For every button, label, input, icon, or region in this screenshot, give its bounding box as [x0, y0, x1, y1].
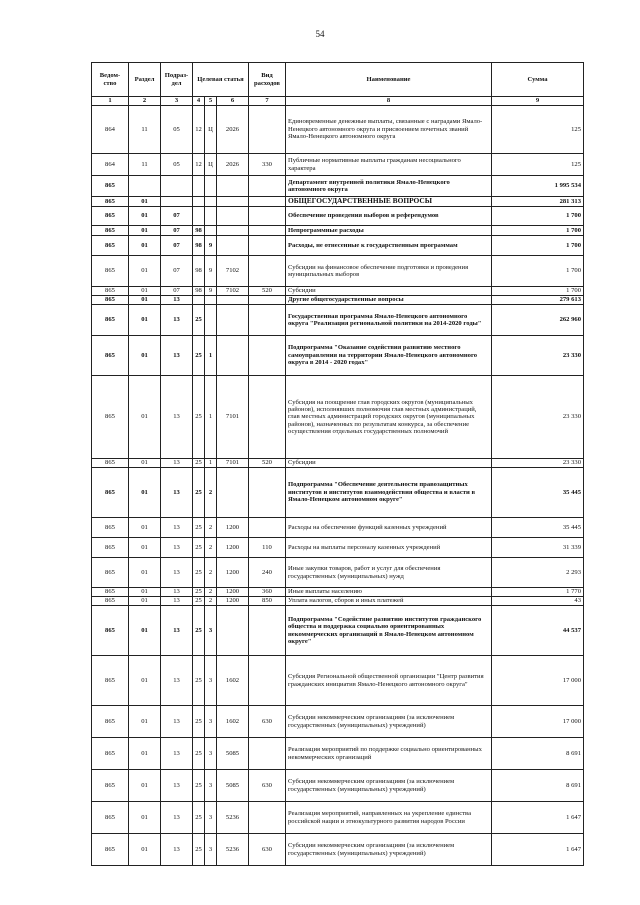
cell-name: Расходы, не отнесенные к государственным программам — [286, 236, 492, 256]
cell-podrazdel: 13 — [161, 518, 193, 538]
table-row — [92, 706, 584, 738]
cell-target-code: 2026 — [217, 154, 249, 176]
table-row — [92, 770, 584, 802]
cell-target-subprogram — [205, 197, 217, 207]
cell-sum: 2 293 — [492, 558, 584, 588]
cell-vedomstvo: 865 — [92, 296, 129, 305]
cell-sum: 35 445 — [492, 518, 584, 538]
cell-sum: 1 700 — [492, 226, 584, 236]
cell-vid-rashodov: 520 — [249, 287, 286, 296]
table-row — [92, 305, 584, 336]
cell-sum: 262 960 — [492, 305, 584, 336]
cell-vid-rashodov: 630 — [249, 706, 286, 738]
cell-razdel: 01 — [129, 706, 161, 738]
cell-name: Субсидии — [286, 459, 492, 468]
cell-vedomstvo: 865 — [92, 656, 129, 706]
cell-target-subprogram: 1 — [205, 459, 217, 468]
cell-vedomstvo: 865 — [92, 336, 129, 376]
cell-target-code: 2026 — [217, 106, 249, 154]
table-row — [92, 597, 584, 606]
cell-podrazdel: 13 — [161, 538, 193, 558]
cell-vid-rashodov: 520 — [249, 459, 286, 468]
table-row — [92, 226, 584, 236]
cell-podrazdel: 13 — [161, 770, 193, 802]
cell-sum: 1 770 — [492, 588, 584, 597]
cell-target-code: 1200 — [217, 588, 249, 597]
col-number: 8 — [286, 97, 492, 106]
cell-target-code — [217, 207, 249, 226]
cell-target-code: 7101 — [217, 376, 249, 459]
cell-target-code — [217, 197, 249, 207]
cell-vedomstvo: 865 — [92, 518, 129, 538]
column-number-row — [92, 97, 584, 106]
cell-vedomstvo: 865 — [92, 597, 129, 606]
cell-target-subprogram: Ц — [205, 154, 217, 176]
header-razdel: Раздел — [129, 63, 161, 97]
cell-name: Государственная программа Ямало-Ненецкого автономного округа "Реализация региональной политики на 2014-2020 годы" — [286, 305, 492, 336]
cell-podrazdel: 13 — [161, 597, 193, 606]
cell-podrazdel: 07 — [161, 207, 193, 226]
cell-podrazdel: 07 — [161, 226, 193, 236]
cell-target-program — [193, 176, 205, 197]
cell-podrazdel: 13 — [161, 376, 193, 459]
cell-vid-rashodov — [249, 802, 286, 834]
cell-target-program: 25 — [193, 588, 205, 597]
cell-sum: 23 330 — [492, 459, 584, 468]
cell-sum: 1 647 — [492, 834, 584, 866]
cell-vedomstvo: 865 — [92, 588, 129, 597]
cell-target-program: 25 — [193, 606, 205, 656]
cell-target-program: 98 — [193, 236, 205, 256]
cell-target-subprogram: 2 — [205, 518, 217, 538]
cell-name: Подпрограмма "Оказание содействия развитию местного самоуправления на территории Ямало-Ненецкого автономного округа в 2014 - 2020 годах" — [286, 336, 492, 376]
cell-sum: 8 691 — [492, 770, 584, 802]
table-row — [92, 558, 584, 588]
cell-razdel: 01 — [129, 588, 161, 597]
cell-razdel: 01 — [129, 336, 161, 376]
cell-podrazdel: 13 — [161, 606, 193, 656]
cell-razdel: 01 — [129, 468, 161, 518]
cell-sum: 281 313 — [492, 197, 584, 207]
cell-target-subprogram: 2 — [205, 468, 217, 518]
cell-name: Реализация мероприятий, направленных на укрепление единства российской нации и этнокультурного развития народов России — [286, 802, 492, 834]
cell-name: Субсидии некоммерческим организациям (за исключением государственных (муниципальных) учреждений) — [286, 834, 492, 866]
cell-sum: 44 537 — [492, 606, 584, 656]
cell-sum: 279 613 — [492, 296, 584, 305]
cell-razdel: 01 — [129, 538, 161, 558]
cell-vid-rashodov: 330 — [249, 154, 286, 176]
cell-name: Субсидии некоммерческим организациям (за исключением государственных (муниципальных) учреждений) — [286, 770, 492, 802]
cell-target-subprogram — [205, 207, 217, 226]
cell-target-subprogram: 3 — [205, 606, 217, 656]
cell-vid-rashodov: 630 — [249, 834, 286, 866]
cell-target-subprogram: 2 — [205, 538, 217, 558]
table-row — [92, 376, 584, 459]
cell-sum: 1 995 534 — [492, 176, 584, 197]
col-number: 9 — [492, 97, 584, 106]
cell-target-code: 1200 — [217, 518, 249, 538]
cell-vedomstvo: 865 — [92, 558, 129, 588]
cell-target-program: 25 — [193, 706, 205, 738]
cell-target-subprogram: 2 — [205, 558, 217, 588]
cell-razdel: 01 — [129, 296, 161, 305]
cell-razdel: 11 — [129, 106, 161, 154]
cell-target-code — [217, 468, 249, 518]
cell-target-program — [193, 207, 205, 226]
col-number: 6 — [217, 97, 249, 106]
cell-vid-rashodov: 360 — [249, 588, 286, 597]
cell-target-subprogram: 2 — [205, 588, 217, 597]
cell-target-subprogram — [205, 305, 217, 336]
cell-name: Субсидия Региональной общественной организации "Центр развития гражданских инициатив Ямало-Ненецкого автономного округа" — [286, 656, 492, 706]
cell-razdel: 01 — [129, 207, 161, 226]
cell-target-code: 5236 — [217, 802, 249, 834]
cell-target-subprogram — [205, 176, 217, 197]
table-row — [92, 656, 584, 706]
cell-target-program: 25 — [193, 538, 205, 558]
cell-target-subprogram: 9 — [205, 236, 217, 256]
cell-target-subprogram — [205, 296, 217, 305]
cell-target-code: 1602 — [217, 706, 249, 738]
cell-target-subprogram: 1 — [205, 336, 217, 376]
cell-name: Субсидии некоммерческим организациям (за исключением государственных (муниципальных) учреждений) — [286, 706, 492, 738]
cell-vedomstvo: 865 — [92, 176, 129, 197]
cell-target-subprogram: 3 — [205, 802, 217, 834]
cell-target-program: 25 — [193, 738, 205, 770]
header-sum: Сумма — [492, 63, 584, 97]
cell-podrazdel: 07 — [161, 287, 193, 296]
cell-target-code — [217, 296, 249, 305]
cell-vedomstvo: 864 — [92, 154, 129, 176]
table-row — [92, 336, 584, 376]
cell-razdel: 01 — [129, 197, 161, 207]
cell-target-program: 25 — [193, 834, 205, 866]
cell-razdel: 01 — [129, 802, 161, 834]
cell-sum: 17 000 — [492, 656, 584, 706]
cell-name: Непрограммные расходы — [286, 226, 492, 236]
cell-target-program: 25 — [193, 656, 205, 706]
cell-vid-rashodov — [249, 518, 286, 538]
cell-podrazdel: 07 — [161, 256, 193, 287]
cell-vid-rashodov: 850 — [249, 597, 286, 606]
table-row — [92, 518, 584, 538]
cell-sum: 1 647 — [492, 802, 584, 834]
table-row — [92, 738, 584, 770]
cell-name: Другие общегосударственные вопросы — [286, 296, 492, 305]
table-row — [92, 834, 584, 866]
cell-target-program: 25 — [193, 802, 205, 834]
cell-vedomstvo: 865 — [92, 802, 129, 834]
cell-target-program: 12 — [193, 106, 205, 154]
cell-vid-rashodov — [249, 197, 286, 207]
cell-target-code — [217, 606, 249, 656]
cell-vedomstvo: 865 — [92, 376, 129, 459]
cell-target-subprogram: 1 — [205, 376, 217, 459]
cell-vid-rashodov — [249, 656, 286, 706]
table-row — [92, 207, 584, 226]
cell-podrazdel: 07 — [161, 236, 193, 256]
table-row — [92, 154, 584, 176]
cell-target-program: 25 — [193, 558, 205, 588]
table-row — [92, 176, 584, 197]
table-row — [92, 256, 584, 287]
cell-sum: 1 700 — [492, 207, 584, 226]
cell-sum: 17 000 — [492, 706, 584, 738]
cell-razdel: 01 — [129, 834, 161, 866]
cell-target-subprogram: 3 — [205, 706, 217, 738]
cell-razdel: 01 — [129, 738, 161, 770]
cell-name: Уплата налогов, сборов и иных платежей — [286, 597, 492, 606]
cell-razdel: 01 — [129, 459, 161, 468]
cell-razdel: 01 — [129, 287, 161, 296]
col-number: 2 — [129, 97, 161, 106]
cell-vedomstvo: 865 — [92, 197, 129, 207]
cell-vid-rashodov: 630 — [249, 770, 286, 802]
cell-name: Субсидии — [286, 287, 492, 296]
cell-razdel: 01 — [129, 305, 161, 336]
cell-vedomstvo: 865 — [92, 606, 129, 656]
cell-target-subprogram: 2 — [205, 597, 217, 606]
cell-razdel: 01 — [129, 770, 161, 802]
cell-vedomstvo: 865 — [92, 287, 129, 296]
table-row — [92, 538, 584, 558]
cell-target-program: 25 — [193, 376, 205, 459]
cell-vid-rashodov — [249, 305, 286, 336]
cell-vedomstvo: 865 — [92, 256, 129, 287]
cell-podrazdel: 13 — [161, 706, 193, 738]
header-podrazdel: Подраз-дел — [161, 63, 193, 97]
cell-razdel: 01 — [129, 606, 161, 656]
cell-vedomstvo: 865 — [92, 738, 129, 770]
cell-target-program — [193, 296, 205, 305]
cell-vedomstvo: 865 — [92, 770, 129, 802]
cell-podrazdel — [161, 197, 193, 207]
cell-vedomstvo: 865 — [92, 226, 129, 236]
cell-vedomstvo: 865 — [92, 834, 129, 866]
cell-name: Публичные нормативные выплаты гражданам несоциального характера — [286, 154, 492, 176]
cell-target-code — [217, 336, 249, 376]
cell-vedomstvo: 865 — [92, 459, 129, 468]
cell-vid-rashodov: 110 — [249, 538, 286, 558]
cell-vedomstvo: 865 — [92, 305, 129, 336]
cell-podrazdel: 05 — [161, 154, 193, 176]
cell-podrazdel: 13 — [161, 834, 193, 866]
cell-target-subprogram: Ц — [205, 106, 217, 154]
cell-target-program: 25 — [193, 518, 205, 538]
cell-name: Иные закупки товаров, работ и услуг для обеспечения государственных (муниципальных) нужд — [286, 558, 492, 588]
cell-razdel: 01 — [129, 226, 161, 236]
cell-name: ОБЩЕГОСУДАРСТВЕННЫЕ ВОПРОСЫ — [286, 197, 492, 207]
cell-name: Департамент внутренней политики Ямало-Ненецкого автономного округа — [286, 176, 492, 197]
cell-target-subprogram: 9 — [205, 287, 217, 296]
cell-vid-rashodov — [249, 376, 286, 459]
cell-vedomstvo: 865 — [92, 468, 129, 518]
cell-target-program: 12 — [193, 154, 205, 176]
cell-name: Единовременные денежные выплаты, связанные с наградами Ямало-Ненецкого автономного округа и присвоением почетных званий Ямало-Ненецкого автономного округа — [286, 106, 492, 154]
table-row — [92, 459, 584, 468]
cell-vid-rashodov: 240 — [249, 558, 286, 588]
cell-razdel: 11 — [129, 154, 161, 176]
cell-podrazdel: 13 — [161, 738, 193, 770]
budget-table — [91, 62, 584, 866]
cell-vedomstvo: 865 — [92, 538, 129, 558]
cell-sum: 125 — [492, 154, 584, 176]
table-row — [92, 236, 584, 256]
cell-target-code: 7102 — [217, 256, 249, 287]
cell-target-subprogram — [205, 226, 217, 236]
header-vedomstvo: Ведом-ство — [92, 63, 129, 97]
col-number: 1 — [92, 97, 129, 106]
cell-sum: 1 700 — [492, 236, 584, 256]
table-row — [92, 588, 584, 597]
cell-target-program: 98 — [193, 226, 205, 236]
cell-podrazdel: 13 — [161, 802, 193, 834]
cell-target-program: 25 — [193, 305, 205, 336]
cell-vid-rashodov — [249, 226, 286, 236]
cell-name: Обеспечение проведения выборов и референдумов — [286, 207, 492, 226]
table-row — [92, 197, 584, 207]
cell-podrazdel: 05 — [161, 106, 193, 154]
cell-sum: 1 700 — [492, 256, 584, 287]
cell-vid-rashodov — [249, 468, 286, 518]
cell-target-subprogram: 3 — [205, 738, 217, 770]
cell-name: Подпрограмма "Обеспечение деятельности правозащитных институтов и институтов взаимодействия общества и власти в Ямало-Ненецком автономном округе" — [286, 468, 492, 518]
cell-podrazdel: 13 — [161, 656, 193, 706]
table-row — [92, 468, 584, 518]
cell-target-program: 25 — [193, 597, 205, 606]
table-row — [92, 287, 584, 296]
cell-target-code: 1200 — [217, 538, 249, 558]
cell-target-code: 7102 — [217, 287, 249, 296]
cell-vid-rashodov — [249, 176, 286, 197]
cell-vedomstvo: 865 — [92, 236, 129, 256]
table-row — [92, 802, 584, 834]
cell-target-code: 5085 — [217, 770, 249, 802]
cell-target-code: 1602 — [217, 656, 249, 706]
col-number: 7 — [249, 97, 286, 106]
cell-podrazdel — [161, 176, 193, 197]
cell-target-program: 25 — [193, 770, 205, 802]
cell-target-subprogram: 3 — [205, 834, 217, 866]
cell-target-code — [217, 305, 249, 336]
cell-target-program: 98 — [193, 256, 205, 287]
cell-target-subprogram: 3 — [205, 770, 217, 802]
header-vid: Вид расходов — [249, 63, 286, 97]
header-name: Наименование — [286, 63, 492, 97]
cell-vid-rashodov — [249, 738, 286, 770]
cell-razdel: 01 — [129, 597, 161, 606]
cell-target-code — [217, 226, 249, 236]
cell-target-program — [193, 197, 205, 207]
cell-razdel: 01 — [129, 376, 161, 459]
cell-target-program: 25 — [193, 336, 205, 376]
cell-vid-rashodov — [249, 106, 286, 154]
col-number: 4 — [193, 97, 205, 106]
cell-podrazdel: 13 — [161, 588, 193, 597]
cell-target-subprogram: 9 — [205, 256, 217, 287]
cell-name: Подпрограмма "Содействие развитию институтов гражданского общества и поддержка социально ориентированных некоммерческих организаций в Ямало-Ненецком автономном округе" — [286, 606, 492, 656]
cell-sum: 23 330 — [492, 376, 584, 459]
cell-razdel: 01 — [129, 518, 161, 538]
cell-podrazdel: 13 — [161, 459, 193, 468]
table-row — [92, 296, 584, 305]
cell-target-program: 25 — [193, 459, 205, 468]
cell-target-code: 5236 — [217, 834, 249, 866]
cell-sum: 1 700 — [492, 287, 584, 296]
cell-podrazdel: 13 — [161, 305, 193, 336]
cell-name: Субсидии на финансовое обеспечение подготовки и проведения муниципальных выборов — [286, 256, 492, 287]
cell-name: Расходы на выплаты персоналу казенных учреждений — [286, 538, 492, 558]
cell-vedomstvo: 865 — [92, 207, 129, 226]
cell-razdel: 01 — [129, 558, 161, 588]
cell-vid-rashodov — [249, 236, 286, 256]
cell-sum: 23 330 — [492, 336, 584, 376]
cell-vedomstvo: 864 — [92, 106, 129, 154]
cell-razdel: 01 — [129, 236, 161, 256]
page-number: 54 — [315, 29, 325, 39]
cell-target-code: 7101 — [217, 459, 249, 468]
cell-target-subprogram: 3 — [205, 656, 217, 706]
cell-sum: 125 — [492, 106, 584, 154]
cell-razdel — [129, 176, 161, 197]
cell-vid-rashodov — [249, 256, 286, 287]
col-number: 3 — [161, 97, 193, 106]
cell-sum: 43 — [492, 597, 584, 606]
cell-target-code: 1200 — [217, 597, 249, 606]
cell-target-code — [217, 236, 249, 256]
cell-target-code: 1200 — [217, 558, 249, 588]
header-target: Целевая статья — [193, 63, 249, 97]
cell-podrazdel: 13 — [161, 558, 193, 588]
cell-vid-rashodov — [249, 207, 286, 226]
cell-razdel: 01 — [129, 256, 161, 287]
cell-vid-rashodov — [249, 336, 286, 376]
cell-vid-rashodov — [249, 606, 286, 656]
cell-sum: 31 339 — [492, 538, 584, 558]
cell-sum: 8 691 — [492, 738, 584, 770]
cell-target-program: 98 — [193, 287, 205, 296]
cell-podrazdel: 13 — [161, 296, 193, 305]
header-row — [92, 63, 584, 97]
col-number: 5 — [205, 97, 217, 106]
cell-target-code: 5085 — [217, 738, 249, 770]
cell-target-program: 25 — [193, 468, 205, 518]
cell-sum: 35 445 — [492, 468, 584, 518]
cell-vedomstvo: 865 — [92, 706, 129, 738]
cell-name: Субсидия на поощрение глав городских округов (муниципальных районов), исполнявших полномочия глав местных администраций, глав местных администраций городских округов (муниципальных районов), назначенных по результатам конкурса, за обеспечение осуществления отдельных государственных полномочий — [286, 376, 492, 459]
cell-target-code — [217, 176, 249, 197]
cell-name: Иные выплаты населению — [286, 588, 492, 597]
cell-vid-rashodov — [249, 296, 286, 305]
cell-podrazdel: 13 — [161, 336, 193, 376]
cell-razdel: 01 — [129, 656, 161, 706]
cell-name: Реализация мероприятий по поддержке социально ориентированных некоммерческих организаций — [286, 738, 492, 770]
cell-podrazdel: 13 — [161, 468, 193, 518]
cell-name: Расходы на обеспечение функций казенных учреждений — [286, 518, 492, 538]
table-row — [92, 606, 584, 656]
table-row — [92, 106, 584, 154]
